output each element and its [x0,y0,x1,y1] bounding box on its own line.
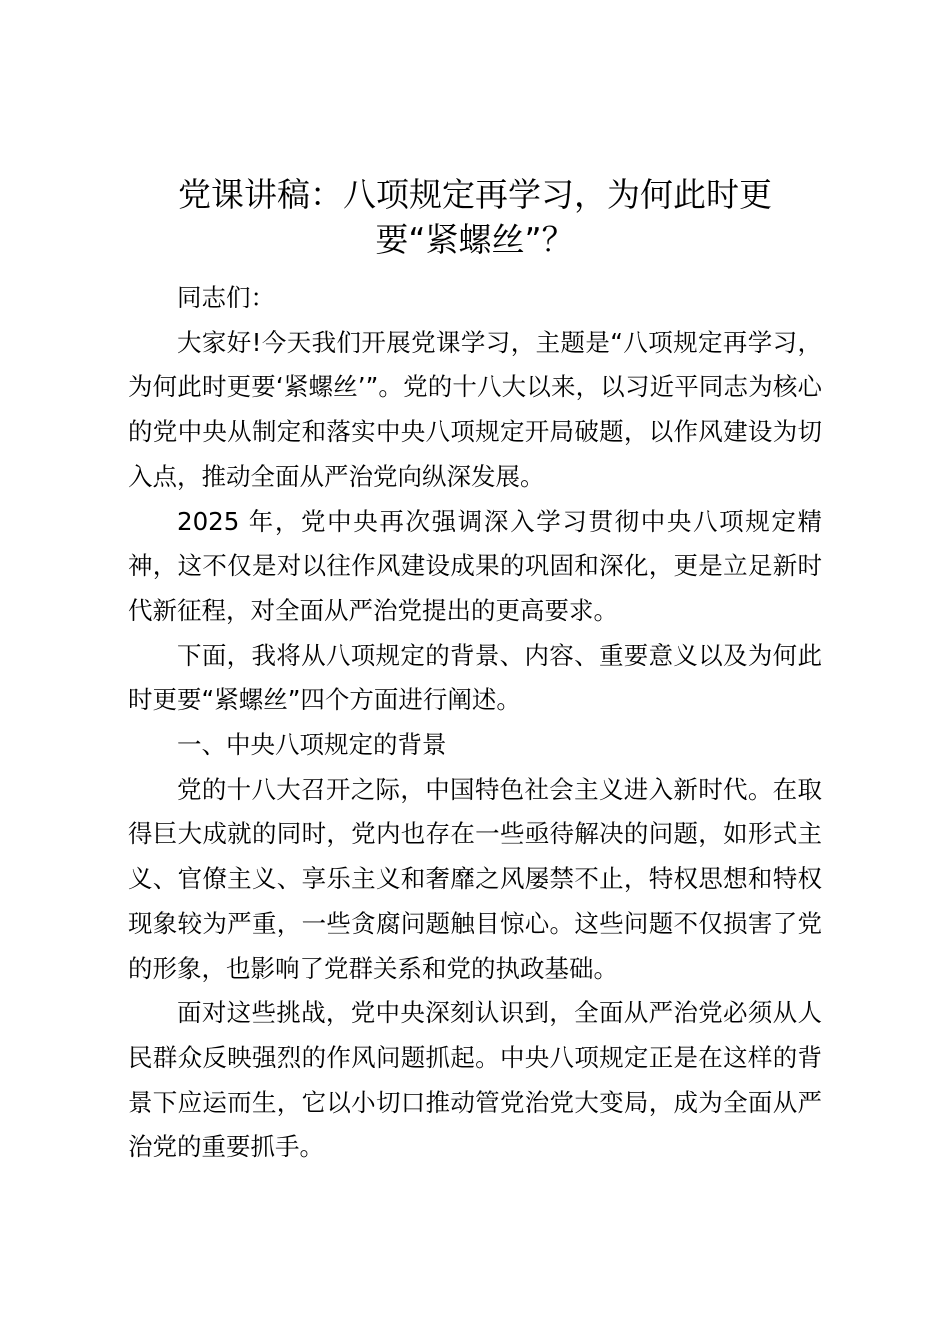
salutation: 同志们： [177,283,275,312]
title-line-2: 要“紧螺丝”？ [375,220,575,259]
paragraph-challenges: 面对这些挑战，党中央深刻认识到，全面从严治党必须从人民群众反映强烈的作风问题抓起。中央八项规定正是在这样的背景下应运而生，它以小切口推动管党治党大变局，成为全面从严治党的重要抓手。 [128,998,822,1162]
paragraph-intro: 大家好!今天我们开展党课学习，主题是“八项规定再学习，为何此时更要‘紧螺丝’”。党的十八大以来，以习近平同志为核心的党中央从制定和落实中央八项规定开局破题，以作风建设为切入点，推动全面从严治党向纵深发展。 [128,327,822,491]
document-body [128,276,822,1170]
document-title [128,172,822,262]
paragraph-background: 党的十八大召开之际，中国特色社会主义进入新时代。在取得巨大成就的同时，党内也存在一些亟待解决的问题，如形式主义、官僚主义、享乐主义和奢靡之风屡禁不止，特权思想和特权现象较为严重，一些贪腐问题触目惊心。这些问题不仅损害了党的形象，也影响了党群关系和党的执政基础。 [128,774,822,983]
section-heading-1: 一、中央八项规定的背景 [177,730,447,760]
paragraph-2025: 2025 年，党中央再次强调深入学习贯彻中央八项规定精神，这不仅是对以往作风建设成果的巩固和深化，更是立足新时代新征程，对全面从严治党提出的更高要求。 [128,506,822,625]
paragraph-outline: 下面，我将从八项规定的背景、内容、重要意义以及为何此时更要“紧螺丝”四个方面进行阐述。 [128,640,822,715]
title-line-1: 党课讲稿：八项规定再学习，为何此时更 [178,175,772,214]
